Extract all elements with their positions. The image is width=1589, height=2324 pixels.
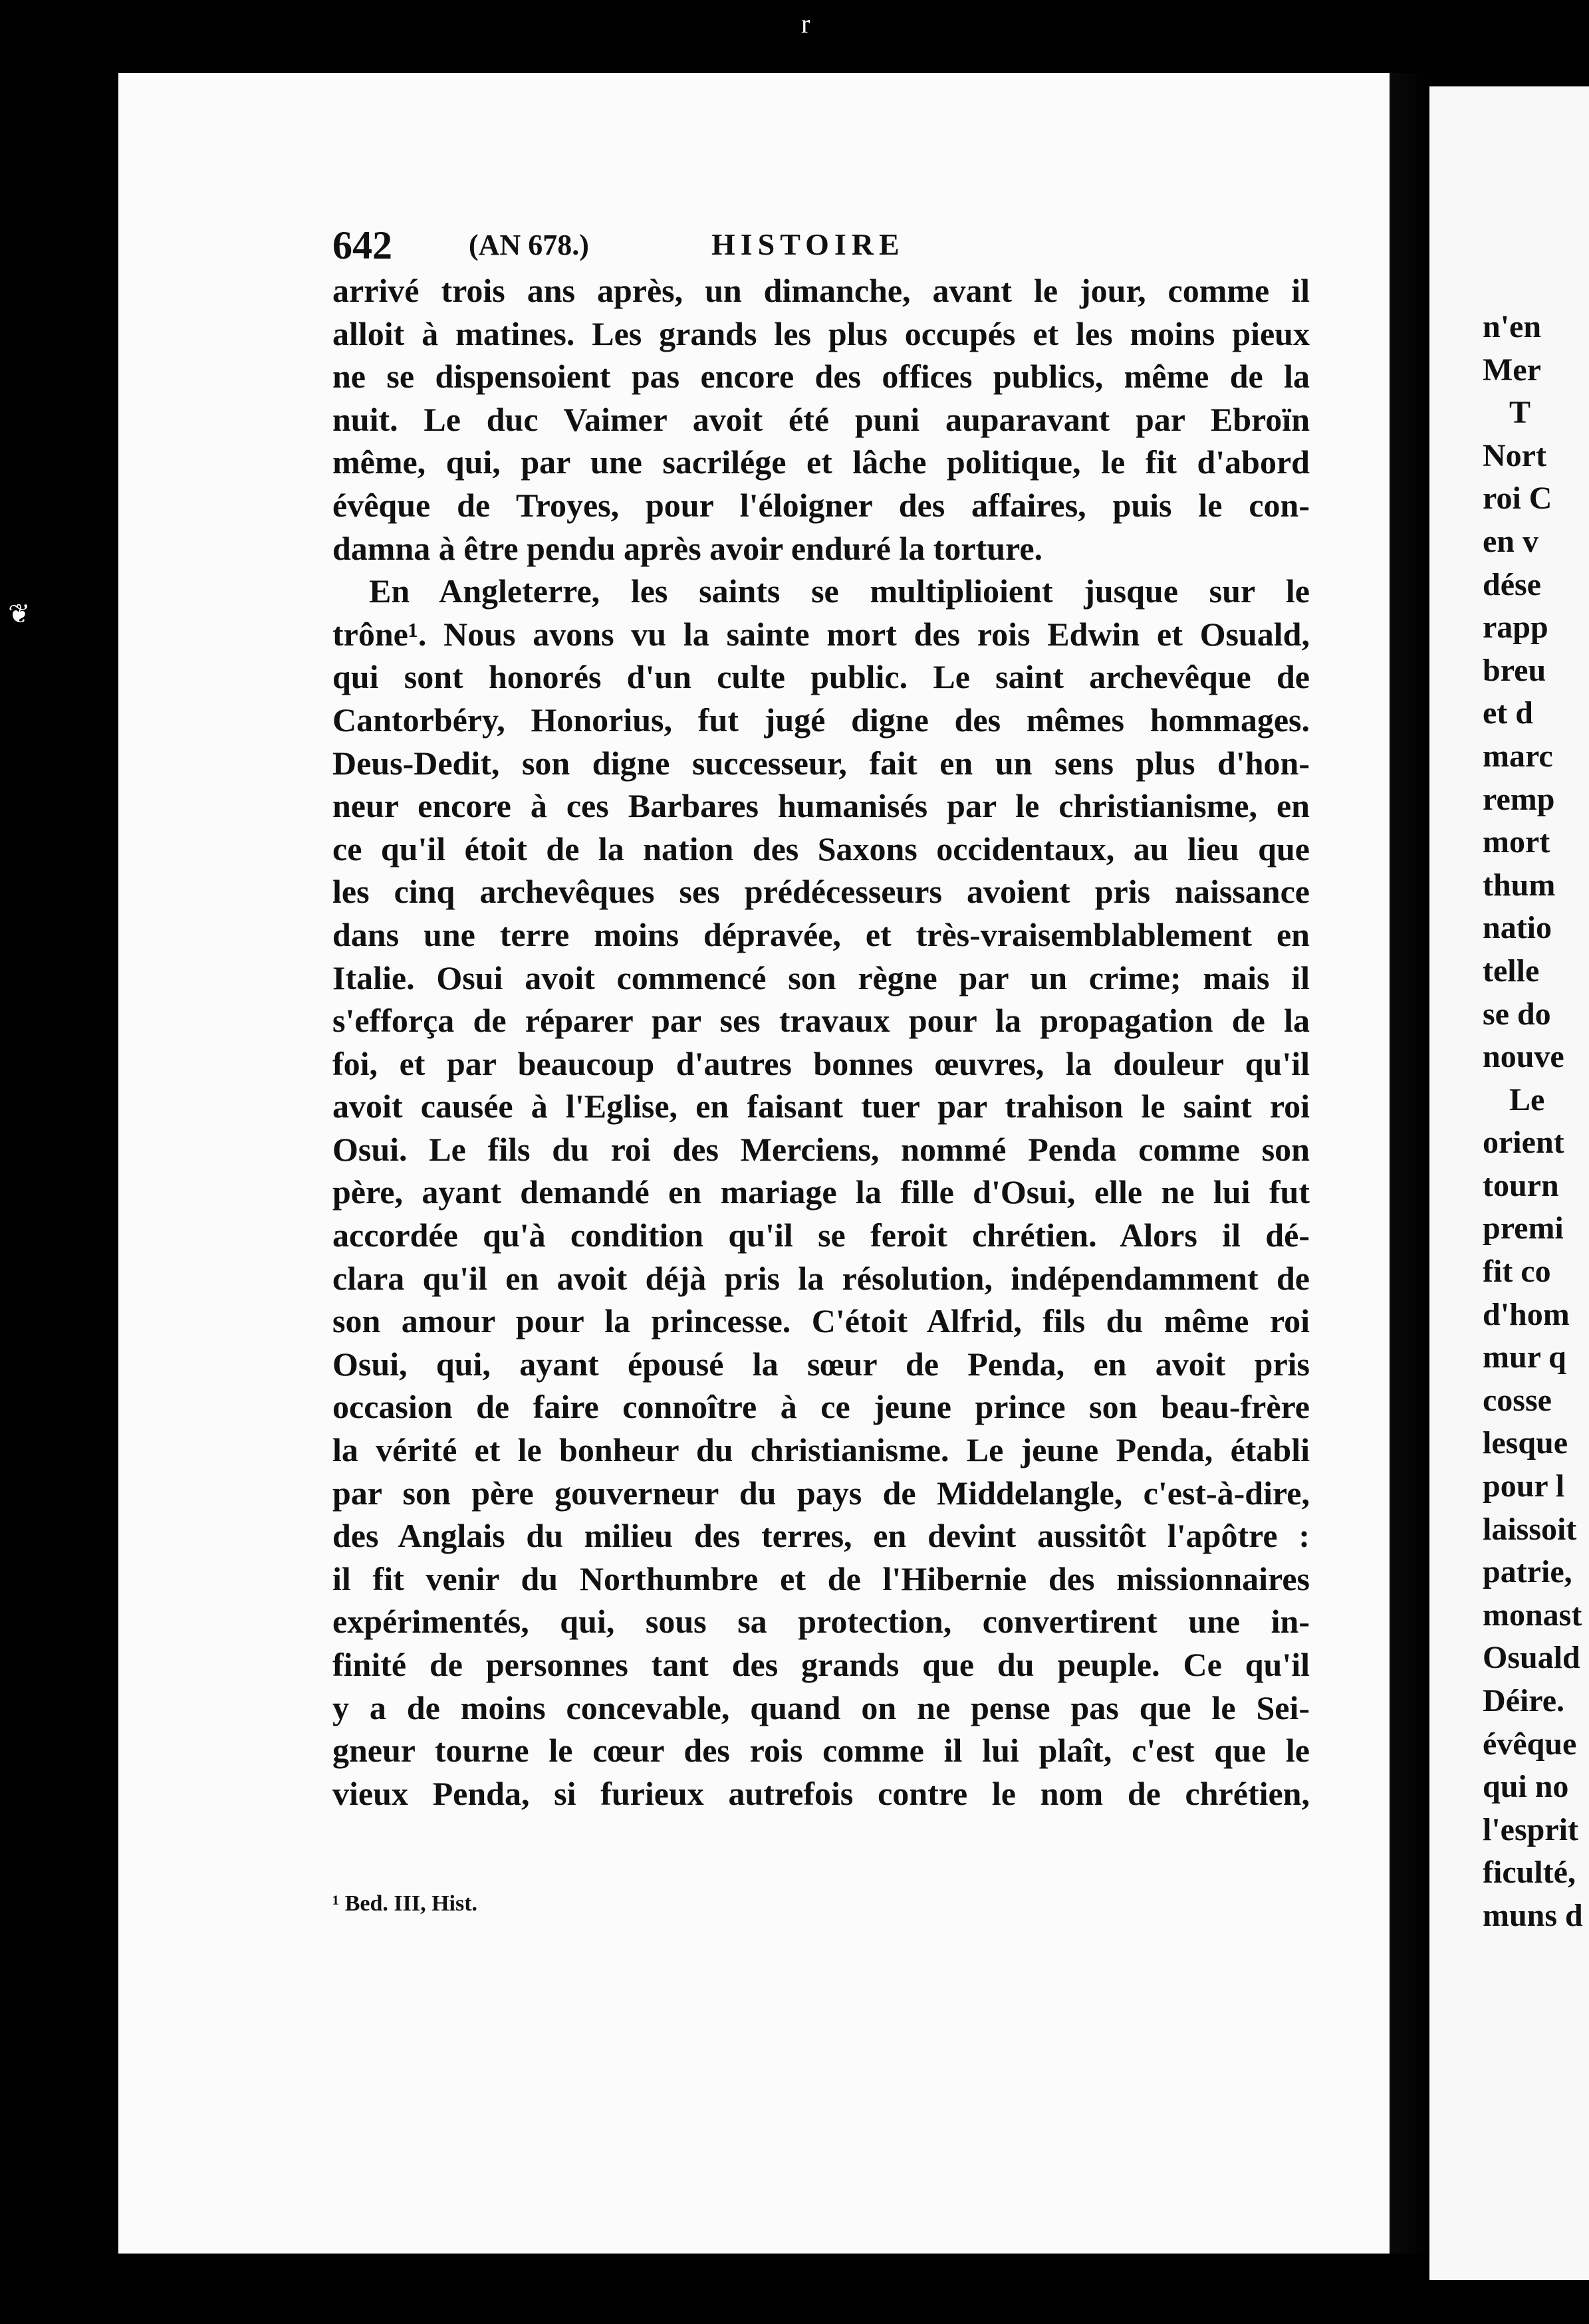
right-text-line: nouve	[1483, 1039, 1564, 1075]
text-line: la vérité et le bonheur du christianisme. Le jeune Penda, établi	[332, 1431, 1310, 1469]
text-line: il fit venir du Northumbre et de l'Hibernie des missionnaires	[332, 1560, 1310, 1597]
right-text-line: tourn	[1483, 1167, 1559, 1203]
text-line: arrivé trois ans après, un dimanche, avant le jour, comme il	[332, 272, 1310, 309]
right-text-line: Osuald	[1483, 1640, 1580, 1676]
right-page-text	[1483, 306, 1583, 1938]
right-text-line: fit co	[1483, 1254, 1551, 1290]
right-text-line: thum	[1483, 867, 1556, 903]
text-line: Osui. Le fils du roi des Merciens, nommé Penda comme son	[332, 1130, 1310, 1168]
text-line: expérimentés, qui, sous sa protection, convertirent une in-	[332, 1603, 1310, 1641]
right-text-line: telle	[1483, 953, 1540, 988]
text-line: évêque de Troyes, pour l'éloigner des affaires, puis le con-	[332, 486, 1310, 524]
right-text-line: T	[1509, 395, 1531, 431]
text-line: même, qui, par une sacrilége et lâche politique, le fit d'abord	[332, 443, 1310, 481]
text-line: Italie. Osui avoit commencé son règne par un crime; mais il	[332, 959, 1310, 996]
right-text-line: Déire.	[1483, 1683, 1565, 1718]
right-text-line: mur q	[1483, 1339, 1566, 1375]
text-line: dans une terre moins dépravée, et très-vraisemblablement en	[332, 915, 1310, 953]
right-text-line: dése	[1483, 566, 1541, 602]
text-line: neur encore à ces Barbares humanisés par le christianisme, en	[332, 787, 1310, 825]
text-line: accordée qu'à condition qu'il se feroit chrétien. Alors il dé-	[332, 1217, 1310, 1254]
running-title: HISTOIRE	[711, 227, 905, 261]
right-text-line: mort	[1483, 824, 1550, 860]
text-line: occasion de faire connoître à ce jeune prince son beau-frère	[332, 1388, 1310, 1426]
right-text-line: laissoit	[1483, 1511, 1577, 1547]
right-text-line: remp	[1483, 781, 1555, 817]
text-line: ne se dispensoient pas encore des offices publics, même de la	[332, 358, 1310, 396]
text-line: y a de moins concevable, quand on ne pense pas que le Sei-	[332, 1688, 1310, 1726]
right-text-line: premi	[1483, 1211, 1564, 1246]
page-gutter	[1390, 73, 1429, 2254]
text-line: alloit à matines. Les grands les plus occupés et les moins pieux	[332, 314, 1310, 352]
text-line: ce qu'il étoit de la nation des Saxons occidentaux, au lieu que	[332, 830, 1310, 868]
right-text-line: et d	[1483, 695, 1533, 731]
body-text	[332, 269, 1310, 1815]
right-text-line: cosse	[1483, 1382, 1552, 1418]
right-text-line: marc	[1483, 738, 1553, 774]
right-text-line: roi C	[1483, 481, 1552, 517]
left-margin-mark: ❦	[8, 599, 31, 629]
text-line: trône¹. Nous avons vu la sainte mort des rois Edwin et Osuald,	[332, 615, 1310, 653]
text-line: par son père gouverneur du pays de Middelangle, c'est-à-dire,	[332, 1474, 1310, 1512]
text-line: clara qu'il en avoit déjà pris la résolution, indépendamment de	[332, 1259, 1310, 1297]
right-text-line: d'hom	[1483, 1296, 1570, 1332]
right-text-line: orient	[1483, 1125, 1564, 1161]
right-text-line: rapp	[1483, 610, 1548, 645]
text-line: s'efforça de réparer par ses travaux pour la propagation de la	[332, 1002, 1310, 1040]
top-mark: r	[801, 9, 810, 39]
page-header	[332, 223, 1310, 269]
right-text-line: n'en	[1483, 309, 1542, 344]
right-text-line: en v	[1483, 523, 1538, 559]
year-heading: (AN 678.)	[469, 229, 589, 261]
text-line: Cantorbéry, Honorius, fut jugé digne des mêmes hommages.	[332, 701, 1310, 739]
text-line: des Anglais du milieu des terres, en devint aussitôt l'apôtre :	[332, 1517, 1310, 1555]
right-text-line: se do	[1483, 996, 1551, 1032]
text-line: En Angleterre, les saints se multiplioient jusque sur le	[369, 572, 1310, 610]
text-line: damna à être pendu après avoir enduré la torture.	[332, 529, 1043, 567]
text-line: foi, et par beaucoup d'autres bonnes œuvres, la douleur qu'il	[332, 1044, 1310, 1082]
footnote: ¹ Bed. III, Hist.	[332, 1891, 478, 1916]
right-text-line: qui no	[1483, 1769, 1569, 1805]
text-line: Osui, qui, ayant épousé la sœur de Penda, en avoit pris	[332, 1345, 1310, 1383]
text-line: père, ayant demandé en mariage la fille d'Osui, elle ne lui fut	[332, 1173, 1310, 1211]
page-number: 642	[332, 223, 392, 267]
text-line: nuit. Le duc Vaimer avoit été puni auparavant par Ebroïn	[332, 400, 1310, 438]
right-text-line: breu	[1483, 652, 1546, 688]
text-line: qui sont honorés d'un culte public. Le saint archevêque de	[332, 658, 1310, 696]
right-text-line: lesque	[1483, 1425, 1568, 1461]
text-line: gneur tourne le cœur des rois comme il lui plaît, c'est que le	[332, 1732, 1310, 1770]
text-line: les cinq archevêques ses prédécesseurs avoient pris naissance	[332, 873, 1310, 911]
right-text-line: évêque	[1483, 1726, 1577, 1762]
text-line: son amour pour la princesse. C'étoit Alfrid, fils du même roi	[332, 1302, 1310, 1340]
text-line: avoit causée à l'Eglise, en faisant tuer par trahison le saint roi	[332, 1088, 1310, 1125]
right-text-line: ficulté,	[1483, 1855, 1576, 1891]
right-text-line: Mer	[1483, 352, 1541, 388]
text-line: vieux Penda, si furieux autrefois contre le nom de chrétien,	[332, 1774, 1310, 1812]
right-text-line: muns d	[1483, 1897, 1583, 1933]
right-text-line: patrie,	[1483, 1554, 1572, 1590]
text-line: finité de personnes tant des grands que du peuple. Ce qu'il	[332, 1646, 1310, 1683]
right-text-line: pour l	[1483, 1468, 1565, 1504]
right-text-line: Nort	[1483, 437, 1546, 473]
text-line: Deus-Dedit, son digne successeur, fait en un sens plus d'hon-	[332, 744, 1310, 782]
right-text-line: monast	[1483, 1597, 1582, 1633]
right-text-line: Le	[1509, 1082, 1545, 1117]
right-text-line: natio	[1483, 910, 1552, 946]
right-text-line: l'esprit	[1483, 1811, 1578, 1847]
